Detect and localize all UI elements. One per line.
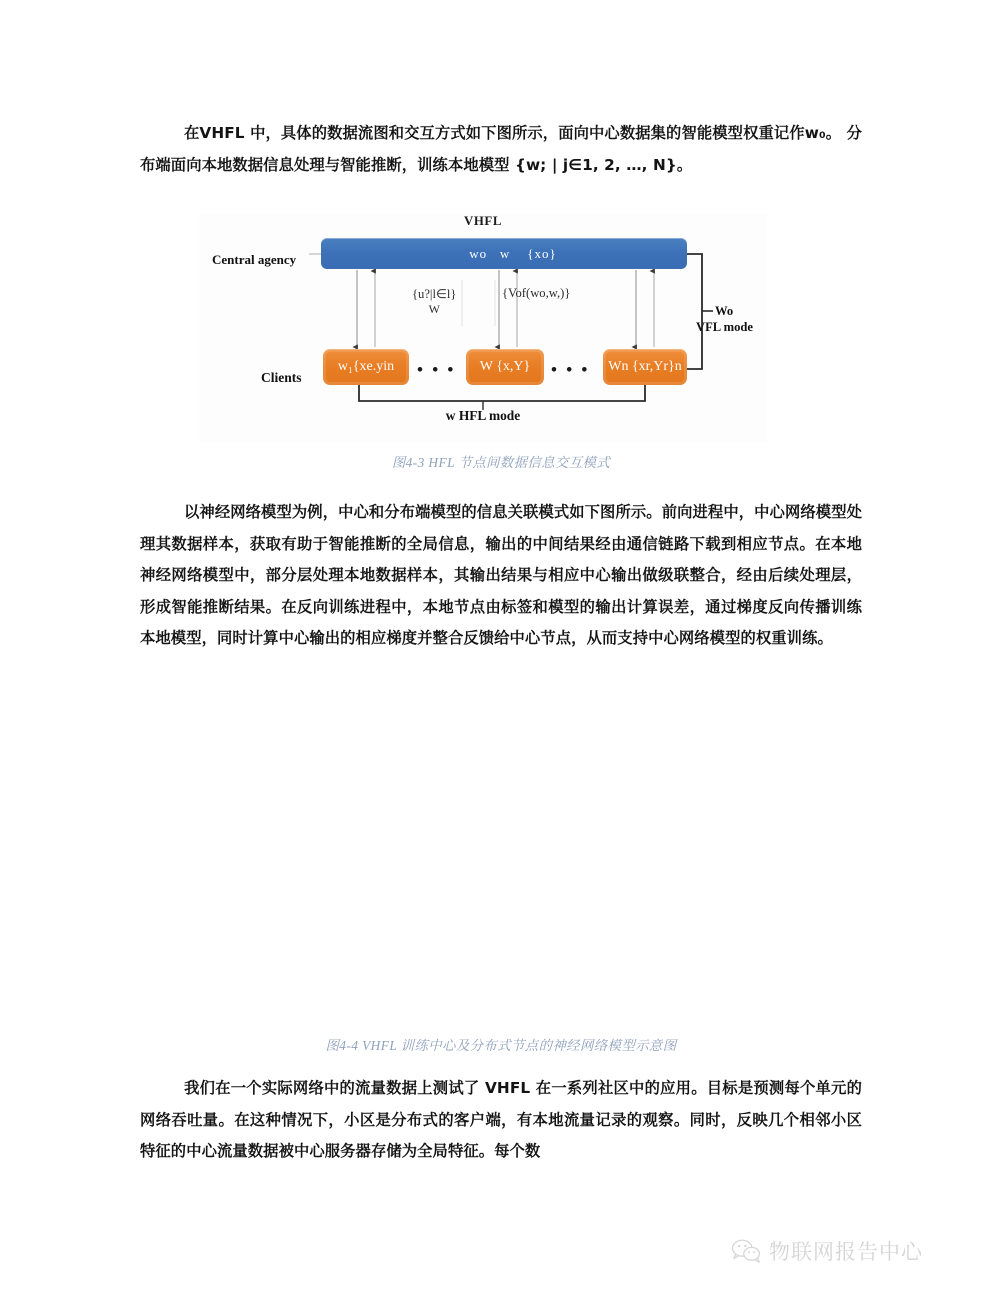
right-label-vfl-mode: VFL mode: [696, 320, 754, 334]
paragraph-neural-network: [140, 497, 862, 655]
client-box-2: [466, 349, 544, 385]
ellipsis-left: • • •: [417, 360, 456, 379]
ellipsis-right: • • •: [551, 360, 590, 379]
right-label-wo: Wo: [715, 304, 734, 318]
mid-label-upload-line2: W: [428, 302, 440, 316]
paragraph-neural-network-text: 以神经网络模型为例，中心和分布端模型的信息关联模式如下图所示。前向进程中，中心网络模型处理其数据样本，获取有助于智能推断的全局信息，输出的中间结果经由通信链路下载到相应节点。在本地神经网络模型中，部分层处理本地数据样本，其输出结果与相应中心输出做级联整合，经由后续处理层，形成智能推断结果。在反向训练进程中，本地节点由标签和模型的输出计算误差，通过梯度反向传播训练本地模型，同时计算中心输出的相应梯度并整合反馈给中心节点，从而支持中心网络模型的权重训练。: [140, 503, 862, 647]
bottom-label-hfl-mode: w HFL mode: [445, 408, 521, 423]
paragraph-intro-text: 在VHFL 中，具体的数据流图和交互方式如下图所示，面向中心数据集的智能模型权重记作w₀。 分布端面向本地数据信息处理与智能推断，训练本地模型 {w; | j∈1, 2, …, N}。: [140, 124, 862, 174]
central-agency-bar: [321, 238, 687, 269]
figure-4-3-diagram: [199, 214, 767, 442]
mid-label-upload: [412, 286, 456, 317]
client-box-2-text: W {x,Y}: [479, 359, 531, 374]
client-box-1: [323, 349, 409, 385]
paragraph-intro: [140, 118, 862, 181]
mid-label-upload-line1: {u?|l∈l}: [412, 287, 457, 301]
client-box-1-text: w₁{xe.yin: [337, 359, 395, 374]
central-agency-label: Central agency: [212, 252, 297, 267]
client-box-3-text: Wn {xr,Yr}n: [608, 359, 682, 374]
figure-4-4-image: [199, 692, 819, 1024]
footer-watermark: [731, 1236, 923, 1266]
paragraph-test-text: 我们在一个实际网络中的流量数据上测试了 VHFL 在一系列社区中的应用。目标是预测每个单元的网络吞吐量。在这种情况下，小区是分布式的客户端，有本地流量记录的观察。同时，反映几个相邻小区特征的中心流量数据被中心服务器存储为全局特征。每个数: [140, 1079, 862, 1160]
mid-label-gradient: {Vof(wo,w,)}: [502, 286, 571, 300]
clients-label: Clients: [261, 370, 302, 385]
watermark-text: 物联网报告中心: [769, 1240, 923, 1264]
client-box-3: [603, 349, 687, 385]
diagram-title: VHFL: [464, 214, 502, 228]
wechat-icon: [731, 1238, 761, 1264]
central-bar-text: wo w {xo}: [469, 245, 557, 261]
figure-4-3-caption: 图4-3 HFL 节点间数据信息交互模式: [391, 455, 611, 470]
figure-4-4-caption: 图4-4 VHFL 训练中心及分布式节点的神经网络模型示意图: [325, 1038, 677, 1053]
paragraph-test: [140, 1073, 862, 1168]
